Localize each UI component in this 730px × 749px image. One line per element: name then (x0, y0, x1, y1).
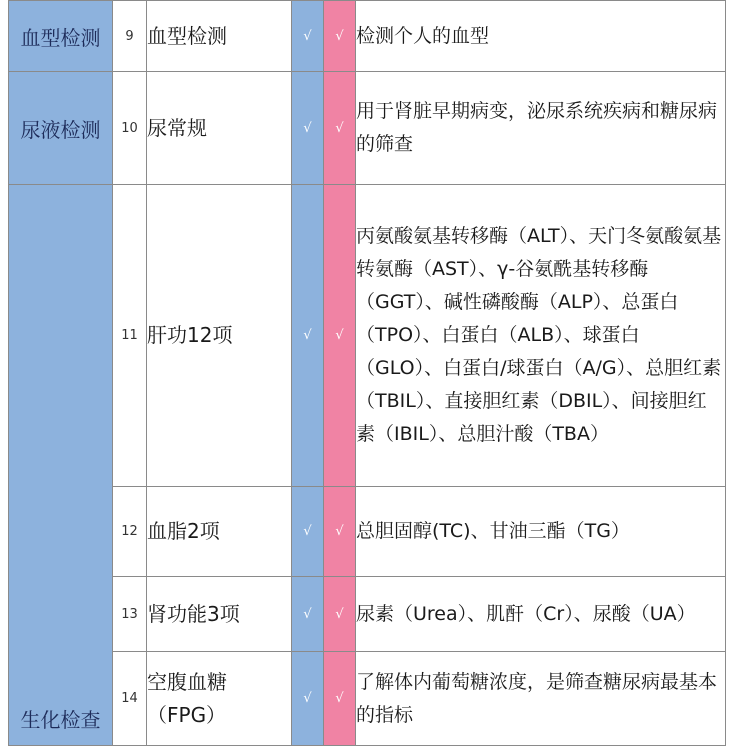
item-description: 丙氨酸氨基转移酶（ALT）、天门冬氨酸氨基转氨酶（AST）、γ-谷氨酰基转移酶（GGT）、碱性磷酸酶（ALP）、总蛋白（TPO）、白蛋白（ALB）、球蛋白（GLO）、白蛋白/球蛋白（A/G）、总胆红素（TBIL）、直接胆红素（DBIL）、间接胆红素（IBIL）、总胆汁酸（TBA） (356, 185, 726, 487)
category-cell: 尿液检测 (9, 72, 113, 185)
item-number: 11 (113, 185, 147, 487)
check-mark-b: √ (324, 72, 356, 185)
item-number: 9 (113, 1, 147, 72)
check-mark-a: √ (292, 652, 324, 746)
table-row (9, 72, 726, 185)
item-description: 总胆固醇(TC)、甘油三酯（TG） (356, 487, 726, 577)
table-row (9, 652, 726, 746)
check-mark-a: √ (292, 72, 324, 185)
item-number: 14 (113, 652, 147, 746)
item-name: 空腹血糖（FPG） (147, 652, 292, 746)
item-description: 了解体内葡萄糖浓度，是筛查糖尿病最基本的指标 (356, 652, 726, 746)
check-mark-a: √ (292, 487, 324, 577)
check-mark-b: √ (324, 487, 356, 577)
item-name: 肾功能3项 (147, 577, 292, 652)
check-mark-a: √ (292, 185, 324, 487)
check-mark-b: √ (324, 1, 356, 72)
item-description: 检测个人的血型 (356, 1, 726, 72)
item-name: 肝功12项 (147, 185, 292, 487)
check-mark-b: √ (324, 185, 356, 487)
item-name: 尿常规 (147, 72, 292, 185)
item-number: 13 (113, 577, 147, 652)
item-description: 尿素（Urea）、肌酐（Cr）、尿酸（UA） (356, 577, 726, 652)
category-cell: 生化检查 (9, 185, 113, 746)
check-mark-a: √ (292, 1, 324, 72)
item-name: 血脂2项 (147, 487, 292, 577)
exam-items-table (8, 0, 726, 746)
check-mark-a: √ (292, 577, 324, 652)
table-row (9, 577, 726, 652)
table-row (9, 185, 726, 487)
check-mark-b: √ (324, 577, 356, 652)
category-cell: 血型检测 (9, 1, 113, 72)
item-description: 用于肾脏早期病变，泌尿系统疾病和糖尿病的筛查 (356, 72, 726, 185)
check-mark-b: √ (324, 652, 356, 746)
table-row (9, 1, 726, 72)
table-row (9, 487, 726, 577)
item-number: 12 (113, 487, 147, 577)
item-number: 10 (113, 72, 147, 185)
item-name: 血型检测 (147, 1, 292, 72)
